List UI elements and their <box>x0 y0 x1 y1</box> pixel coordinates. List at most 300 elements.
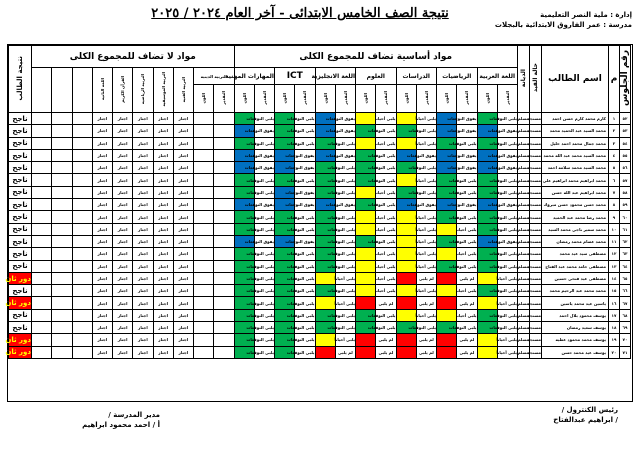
religion-color-swatch <box>194 113 214 125</box>
religion-cell: مسلم <box>518 285 530 297</box>
color-subheader: اللون <box>315 85 335 113</box>
student-name-cell: يوسف عيد محمد حسن <box>542 346 609 358</box>
extra-subject-cell: اجتاز <box>113 125 133 137</box>
blank-cell <box>72 322 92 334</box>
extra-subject-header: التربية الرياضية <box>133 68 153 113</box>
status-cell: مستجد <box>530 297 542 309</box>
core-subject-header: ICT <box>275 68 316 85</box>
extra-subject-cell: اجتاز <box>153 346 173 358</box>
extra-subject-cell: اجتاز <box>153 223 173 235</box>
extra-subject-cell: اجتاز <box>173 248 193 260</box>
blank-cell <box>52 137 72 149</box>
religion-cell: مسلم <box>518 322 530 334</box>
grade-color-swatch <box>437 223 457 235</box>
grade-color-swatch <box>356 211 376 223</box>
seat-number-cell: ٦٥ <box>620 272 631 284</box>
blank-cell <box>32 235 52 247</box>
religion-grade-cell <box>214 260 234 272</box>
result-cell: ناجح <box>9 199 32 211</box>
blank-extra-header <box>72 68 92 113</box>
extra-subject-cell: اجتاز <box>92 272 112 284</box>
extra-subject-header: القرآن الكريم <box>113 68 133 113</box>
religion-color-swatch <box>194 137 214 149</box>
grade-color-swatch <box>396 346 416 358</box>
student-name-cell: ياسين عيد محمد ياسين <box>542 297 609 309</box>
serial-cell: ١٨ <box>609 322 620 334</box>
extra-subject-cell: اجتاز <box>113 297 133 309</box>
blank-cell <box>32 211 52 223</box>
grade-color-swatch <box>396 285 416 297</box>
seat-number-cell: ٦٦ <box>620 285 631 297</box>
grade-cell: يفوق التوقعات <box>254 235 274 247</box>
table-row <box>9 137 631 149</box>
result-cell: ناجح <box>9 322 32 334</box>
extra-subject-header: التربية الموسيقية <box>153 68 173 113</box>
result-cell: ناجح <box>9 186 32 198</box>
grade-color-swatch <box>396 235 416 247</box>
religion-cell: مسلم <box>518 149 530 161</box>
blank-cell <box>32 322 52 334</box>
extra-subject-cell: اجتاز <box>133 137 153 149</box>
extra-subject-cell: اجتاز <box>173 174 193 186</box>
extra-subject-cell: اجتاز <box>133 162 153 174</box>
grade-cell: يلبي أحياناً <box>376 186 396 198</box>
grade-cell: لم يلبي <box>416 346 436 358</box>
grade-cell: يفوق التوقعات <box>335 149 355 161</box>
grade-cell: يلبي أحياناً <box>416 260 436 272</box>
blank-cell <box>52 162 72 174</box>
grade-cell: يلبي التوقعات <box>254 248 274 260</box>
blank-cell <box>52 285 72 297</box>
religion-grade-cell <box>214 248 234 260</box>
grade-cell: يلبي التوقعات <box>295 174 315 186</box>
grade-color-swatch <box>396 297 416 309</box>
grade-cell: يفوق التوقعات <box>457 113 477 125</box>
extra-subject-cell: اجتاز <box>153 125 173 137</box>
grade-subheader: التقدير <box>295 85 315 113</box>
extra-subject-cell: اجتاز <box>133 297 153 309</box>
grade-cell: يلبي التوقعات <box>416 125 436 137</box>
extra-subject-cell: اجتاز <box>153 149 173 161</box>
grade-color-swatch <box>356 113 376 125</box>
grade-color-swatch <box>477 272 497 284</box>
table-row <box>9 272 631 284</box>
extra-subject-cell: اجتاز <box>113 260 133 272</box>
grade-color-swatch <box>356 272 376 284</box>
grade-color-swatch <box>356 223 376 235</box>
grade-subheader: التقدير <box>376 85 396 113</box>
blank-cell <box>52 309 72 321</box>
table-row <box>9 125 631 137</box>
grade-cell: يفوق التوقعات <box>416 199 436 211</box>
core-group-header: مواد أساسية تضاف للمجموع الكلى <box>234 46 518 68</box>
extra-subject-header: اللغة الثانية <box>92 68 112 113</box>
grade-color-swatch <box>315 297 335 309</box>
grade-subheader: التقدير <box>214 85 234 113</box>
grade-cell: يلبي التوقعات <box>335 162 355 174</box>
extra-subject-cell: اجتاز <box>92 297 112 309</box>
table-row <box>9 162 631 174</box>
blank-cell <box>72 137 92 149</box>
religion-grade-cell <box>214 149 234 161</box>
blank-cell <box>72 235 92 247</box>
student-name-cell: محمد ابراهيم محمد ابراهيم علي <box>542 174 609 186</box>
grade-cell: يفوق التوقعات <box>254 162 274 174</box>
religion-grade-cell <box>214 309 234 321</box>
extra-subject-cell: اجتاز <box>173 137 193 149</box>
student-name-cell: محمد رضا محمد عبد الحميد <box>542 211 609 223</box>
religion-grade-cell <box>214 137 234 149</box>
religion-color-swatch <box>194 211 214 223</box>
result-cell: دور ثان <box>9 297 32 309</box>
grade-cell: يلبي التوقعات <box>254 223 274 235</box>
serial-cell: ٦ <box>609 174 620 186</box>
grade-cell: يلبي التوقعات <box>497 113 517 125</box>
religion-cell: مسلم <box>518 211 530 223</box>
grade-cell: يفوق التوقعات <box>254 125 274 137</box>
result-cell: ناجح <box>9 149 32 161</box>
table-row <box>9 248 631 260</box>
extra-subject-cell: اجتاز <box>113 334 133 346</box>
result-cell: دور ثان <box>9 272 32 284</box>
seat-number-cell: ٧٠ <box>620 334 631 346</box>
grade-cell: يلبي التوقعات <box>497 211 517 223</box>
color-subheader: اللون <box>275 85 295 113</box>
religion-grade-cell <box>214 346 234 358</box>
result-cell: ناجح <box>9 211 32 223</box>
table-row <box>9 297 631 309</box>
color-subheader: اللون <box>234 85 254 113</box>
seat-number-cell: ٥٣ <box>620 125 631 137</box>
blank-cell <box>32 248 52 260</box>
extra-subject-cell: اجتاز <box>173 346 193 358</box>
school-line: مدرسة : عمر الفاروق الابتدائية بالبجلات <box>494 21 632 29</box>
grade-cell: يلبي التوقعات <box>254 174 274 186</box>
table-row <box>9 223 631 235</box>
table-row <box>9 149 631 161</box>
grade-cell: يلبي أحياناً <box>497 346 517 358</box>
grade-cell: يلبي أحياناً <box>416 309 436 321</box>
grade-cell: يلبي أحياناً <box>416 235 436 247</box>
grade-cell: يلبي أحياناً <box>376 248 396 260</box>
table-row <box>9 174 631 186</box>
extra-subject-cell: اجتاز <box>92 113 112 125</box>
table-row <box>9 260 631 272</box>
religion-grade-cell <box>214 186 234 198</box>
grade-color-swatch <box>356 186 376 198</box>
grade-cell: يلبي التوقعات <box>376 199 396 211</box>
extra-subject-cell: اجتاز <box>133 186 153 198</box>
color-subheader: اللون <box>396 85 416 113</box>
religion-grade-cell <box>214 223 234 235</box>
grade-cell: يفوق التوقعات <box>254 199 274 211</box>
blank-cell <box>32 297 52 309</box>
grade-subheader: التقدير <box>457 85 477 113</box>
religion-color-swatch <box>194 272 214 284</box>
grade-color-swatch <box>315 272 335 284</box>
grade-cell: يفوق التوقعات <box>497 125 517 137</box>
extra-subject-cell: اجتاز <box>153 334 173 346</box>
religion-color-swatch <box>194 235 214 247</box>
result-cell: ناجح <box>9 248 32 260</box>
extra-subject-cell: اجتاز <box>133 272 153 284</box>
grade-cell: يلبي التوقعات <box>335 186 355 198</box>
result-cell: دور ثان <box>9 334 32 346</box>
seat-number-cell: ٥٢ <box>620 113 631 125</box>
extra-subject-cell: اجتاز <box>173 297 193 309</box>
religion-grade-cell <box>214 199 234 211</box>
seat-number-cell: ٦٢ <box>620 235 631 247</box>
grade-cell: يلبي التوقعات <box>295 223 315 235</box>
grade-color-swatch <box>437 334 457 346</box>
blank-cell <box>32 260 52 272</box>
color-subheader: اللون <box>437 85 457 113</box>
extra-subject-cell: اجتاز <box>153 137 173 149</box>
core-subject-header: المهارات المهنية <box>234 68 275 85</box>
extra-subject-cell: اجتاز <box>153 211 173 223</box>
religion-grade-cell <box>214 125 234 137</box>
grade-cell: يلبي التوقعات <box>457 137 477 149</box>
table-row <box>9 235 631 247</box>
extra-subject-cell: اجتاز <box>113 322 133 334</box>
religion-cell: مسلم <box>518 137 530 149</box>
student-name-cell: محمد السيد محمد عبد الله محمد <box>542 149 609 161</box>
grade-cell: يفوق التوقعات <box>295 149 315 161</box>
religion-color-swatch <box>194 297 214 309</box>
extra-subject-cell: اجتاز <box>133 211 153 223</box>
blank-cell <box>32 285 52 297</box>
result-cell: ناجح <box>9 309 32 321</box>
extra-subject-cell: اجتاز <box>92 162 112 174</box>
grade-cell: يلبي التوقعات <box>254 211 274 223</box>
extra-subject-cell: اجتاز <box>173 334 193 346</box>
blank-cell <box>52 199 72 211</box>
extra-subject-cell: اجتاز <box>113 137 133 149</box>
extra-subject-cell: اجتاز <box>113 285 133 297</box>
grade-cell: يلبي التوقعات <box>457 260 477 272</box>
grade-cell: يلبي التوقعات <box>376 309 396 321</box>
grade-cell: يلبي التوقعات <box>254 334 274 346</box>
serial-cell: ٢٠ <box>609 346 620 358</box>
grade-cell: يلبي التوقعات <box>335 309 355 321</box>
grade-cell: لم يلبي <box>335 346 355 358</box>
student-name-cell: محمد عصام محمد رمضان <box>542 235 609 247</box>
religion-color-swatch <box>194 346 214 358</box>
core-subject-header: العلوم <box>356 68 397 85</box>
extra-subject-cell: اجتاز <box>113 162 133 174</box>
status-cell: مستجد <box>530 248 542 260</box>
grade-cell: يلبي أحياناً <box>376 285 396 297</box>
extra-subject-cell: اجتاز <box>92 248 112 260</box>
seat-header: رقم الجلوس <box>620 46 631 113</box>
grade-cell: يلبي أحياناً <box>497 272 517 284</box>
religion-grade-cell <box>214 297 234 309</box>
grade-cell: يلبي التوقعات <box>254 272 274 284</box>
blank-cell <box>32 137 52 149</box>
student-name-cell: محمد ابراهيم عبد الله حسن <box>542 186 609 198</box>
extra-subject-cell: اجتاز <box>153 285 173 297</box>
grade-cell: يلبي التوقعات <box>254 346 274 358</box>
seat-number-cell: ٥٥ <box>620 149 631 161</box>
grade-cell: يلبي التوقعات <box>335 248 355 260</box>
grade-cell: يفوق التوقعات <box>295 186 315 198</box>
religion-color-swatch <box>194 149 214 161</box>
grade-cell: يلبي التوقعات <box>254 186 274 198</box>
grade-cell: يفوق التوقعات <box>295 235 315 247</box>
serial-cell: ١ <box>609 113 620 125</box>
extra-subject-cell: اجتاز <box>173 113 193 125</box>
religion-cell: مسلم <box>518 162 530 174</box>
serial-cell: ١٦ <box>609 297 620 309</box>
status-cell: مستجد <box>530 211 542 223</box>
extra-subject-cell: اجتاز <box>92 260 112 272</box>
grade-color-swatch <box>437 346 457 358</box>
extra-subject-cell: اجتاز <box>133 248 153 260</box>
extra-subject-cell: اجتاز <box>133 346 153 358</box>
grade-cell: لم يلبي <box>416 334 436 346</box>
blank-cell <box>32 186 52 198</box>
status-cell: مستجد <box>530 186 542 198</box>
serial-cell: ١١ <box>609 235 620 247</box>
extra-subject-cell: اجتاز <box>92 137 112 149</box>
serial-cell: ٤ <box>609 149 620 161</box>
grade-cell: يلبي أحياناً <box>416 285 436 297</box>
blank-cell <box>72 186 92 198</box>
status-cell: مستجد <box>530 223 542 235</box>
blank-cell <box>72 334 92 346</box>
blank-cell <box>52 211 72 223</box>
grade-cell: يلبي التوقعات <box>497 260 517 272</box>
grade-cell: يلبي التوقعات <box>497 186 517 198</box>
student-name-cell: مصطفى عيد فتحي حسين <box>542 272 609 284</box>
grade-cell: يلبي أحياناً <box>335 334 355 346</box>
grade-color-swatch <box>437 309 457 321</box>
serial-cell: ١٧ <box>609 309 620 321</box>
grade-color-swatch <box>437 248 457 260</box>
extra-subject-header: التربية الدينية <box>194 68 235 85</box>
grade-cell: يلبي أحياناً <box>497 334 517 346</box>
control-signature <box>478 405 618 425</box>
grade-color-swatch <box>477 334 497 346</box>
seat-number-cell: ٦٧ <box>620 297 631 309</box>
seat-number-cell: ٥٤ <box>620 137 631 149</box>
extra-subject-cell: اجتاز <box>153 174 173 186</box>
religion-cell: مسلم <box>518 309 530 321</box>
religion-grade-cell <box>214 334 234 346</box>
blank-cell <box>72 297 92 309</box>
status-cell: مستجد <box>530 322 542 334</box>
extra-subject-cell: اجتاز <box>133 174 153 186</box>
grade-color-swatch <box>356 260 376 272</box>
grade-color-swatch <box>437 297 457 309</box>
status-cell: مستجد <box>530 162 542 174</box>
blank-cell <box>72 260 92 272</box>
seat-number-cell: ٧١ <box>620 346 631 358</box>
blank-extra-header <box>32 68 52 113</box>
table-row <box>9 199 631 211</box>
blank-cell <box>32 223 52 235</box>
serial-cell: ٢ <box>609 125 620 137</box>
grade-cell: يفوق التوقعات <box>457 162 477 174</box>
result-cell: ناجح <box>9 174 32 186</box>
table-row <box>9 186 631 198</box>
table-row <box>9 211 631 223</box>
extra-subject-cell: اجتاز <box>133 322 153 334</box>
table-row <box>9 285 631 297</box>
grade-color-swatch <box>356 248 376 260</box>
religion-color-swatch <box>194 334 214 346</box>
religion-cell: مسلم <box>518 297 530 309</box>
status-cell: مستجد <box>530 174 542 186</box>
seat-number-cell: ٦٤ <box>620 260 631 272</box>
student-name-cell: محمد محمد عبد الرحيم محمد <box>542 285 609 297</box>
blank-cell <box>32 272 52 284</box>
extra-subject-cell: اجتاز <box>113 186 133 198</box>
blank-cell <box>32 125 52 137</box>
blank-cell <box>72 113 92 125</box>
grade-color-swatch <box>396 223 416 235</box>
extra-subject-cell: اجتاز <box>133 334 153 346</box>
student-name-cell: مصطفى حامد محمد عبد الفتاح <box>542 260 609 272</box>
extra-subject-cell: اجتاز <box>153 272 173 284</box>
grade-cell: يلبي التوقعات <box>416 186 436 198</box>
grade-cell: لم يلبي <box>376 297 396 309</box>
extra-subject-cell: اجتاز <box>133 285 153 297</box>
religion-grade-cell <box>214 113 234 125</box>
extra-subject-cell: اجتاز <box>133 260 153 272</box>
student-name-cell: محمد السيد عبد الحميد محمد <box>542 125 609 137</box>
result-cell: ناجح <box>9 223 32 235</box>
religion-grade-cell <box>214 285 234 297</box>
grade-cell: يفوق التوقعات <box>335 199 355 211</box>
seat-number-cell: ٦١ <box>620 223 631 235</box>
blank-cell <box>32 309 52 321</box>
extra-subject-cell: اجتاز <box>92 125 112 137</box>
grade-cell: يلبي أحياناً <box>416 248 436 260</box>
grade-cell: يلبي التوقعات <box>295 297 315 309</box>
grade-cell: يفوق التوقعات <box>295 199 315 211</box>
extra-subject-cell: اجتاز <box>113 346 133 358</box>
grade-color-swatch <box>477 346 497 358</box>
grade-cell: يلبي التوقعات <box>254 260 274 272</box>
extra-subject-cell: اجتاز <box>113 272 133 284</box>
grade-color-swatch <box>356 346 376 358</box>
blank-cell <box>32 174 52 186</box>
table-row <box>9 334 631 346</box>
blank-cell <box>72 174 92 186</box>
religion-color-swatch <box>194 223 214 235</box>
serial-header: م <box>609 46 620 113</box>
blank-cell <box>72 223 92 235</box>
core-subject-header: اللغة العربية <box>477 68 518 85</box>
student-name-cell: يوسف محمد محمود عطيه <box>542 334 609 346</box>
blank-cell <box>52 125 72 137</box>
serial-cell: ١٥ <box>609 285 620 297</box>
religion-color-swatch <box>194 309 214 321</box>
seat-number-cell: ٥٦ <box>620 162 631 174</box>
extra-subject-cell: اجتاز <box>92 285 112 297</box>
grade-cell: يلبي التوقعات <box>376 174 396 186</box>
religion-cell: مسلم <box>518 235 530 247</box>
student-name-cell: محمد السيد محمد سلامة احمد <box>542 162 609 174</box>
grade-cell: يلبي التوقعات <box>295 346 315 358</box>
blank-cell <box>52 186 72 198</box>
serial-cell: ١٤ <box>609 272 620 284</box>
grade-cell: يلبي أحياناً <box>416 137 436 149</box>
grade-cell: يلبي أحياناً <box>497 297 517 309</box>
blank-cell <box>52 174 72 186</box>
blank-cell <box>72 346 92 358</box>
